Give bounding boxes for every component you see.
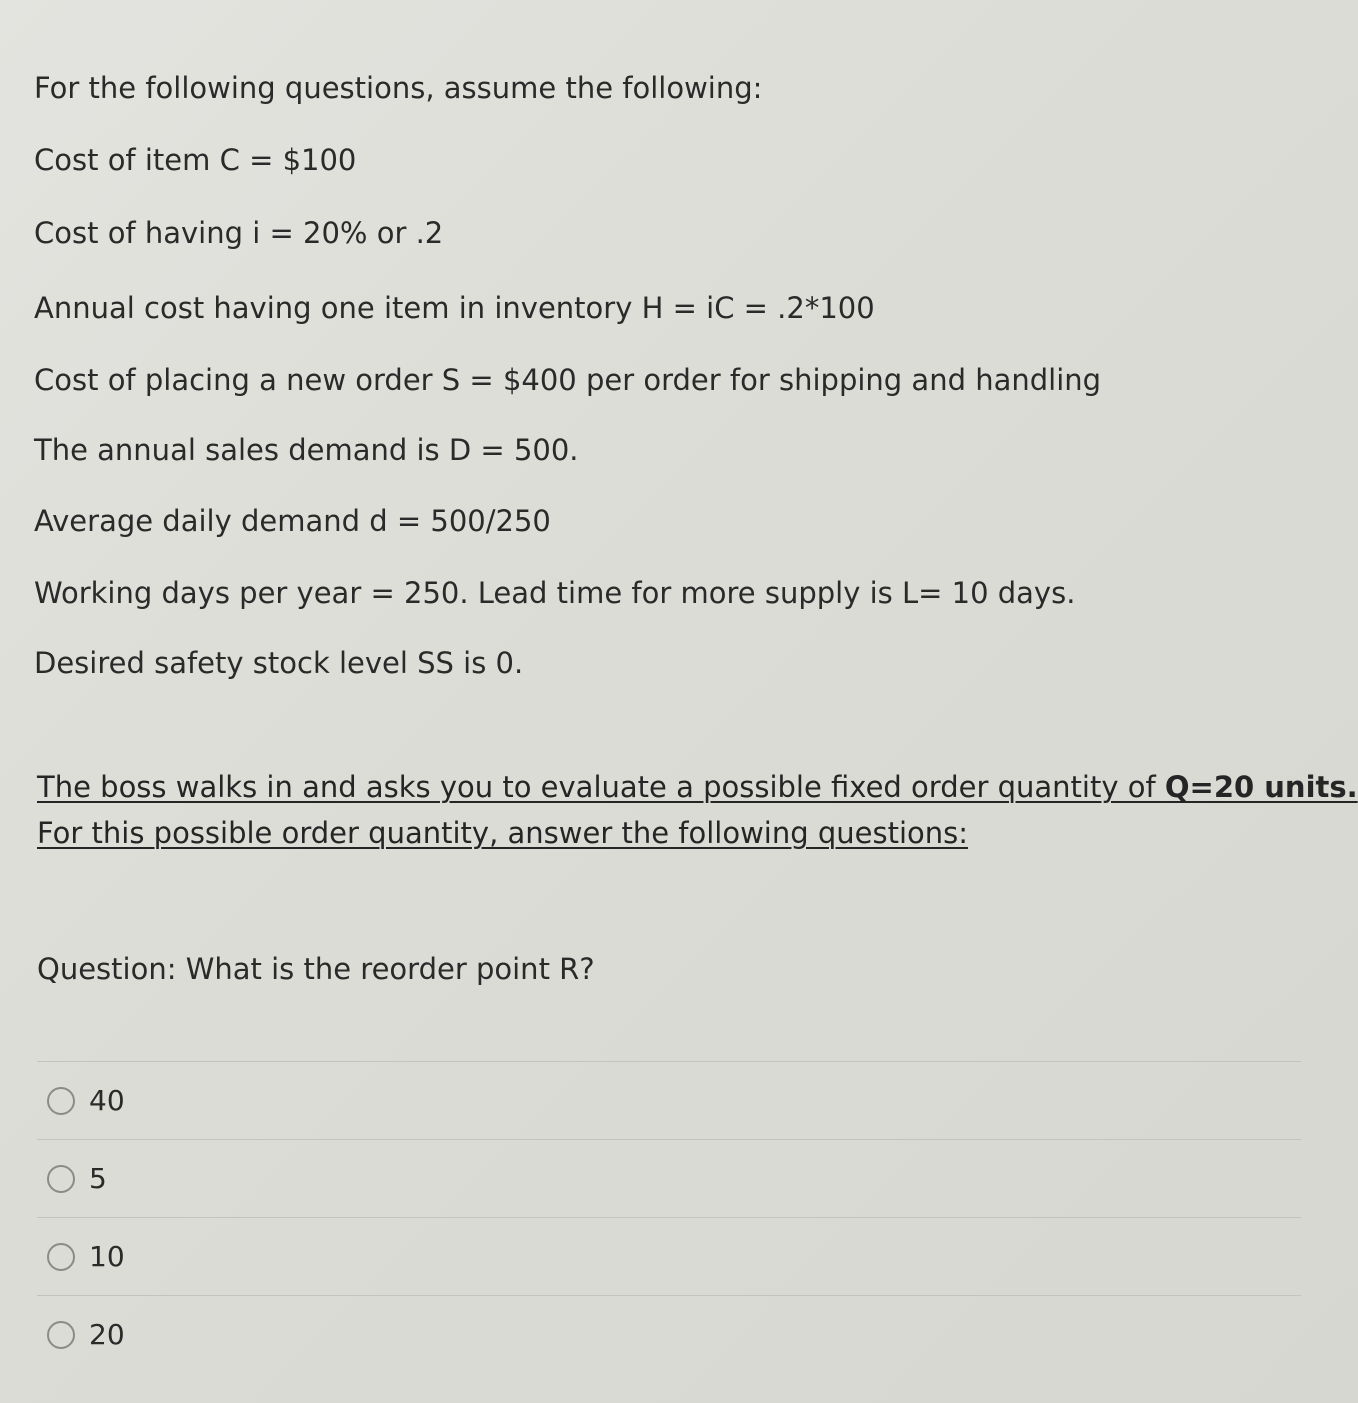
answer-option-3[interactable]	[37, 1217, 1301, 1295]
scenario-line-1	[37, 770, 1358, 804]
answer-option-label: 20	[89, 1317, 125, 1351]
working-days-lead-time: Working days per year = 250. Lead time for more supply is L= 10 days.	[34, 576, 1076, 610]
safety-stock: Desired safety stock level SS is 0.	[34, 646, 524, 680]
scenario-line-1-prefix: The boss walks in and asks you to evaluate a possible fixed order quantity of	[37, 770, 1165, 804]
radio-button-icon[interactable]	[47, 1243, 75, 1271]
radio-button-icon[interactable]	[47, 1321, 75, 1349]
annual-holding-cost: Annual cost having one item in inventory H = iC = .2*100	[34, 291, 875, 325]
annual-demand: The annual sales demand is D = 500.	[34, 433, 579, 467]
answer-option-2[interactable]	[37, 1139, 1301, 1217]
question-prompt: Question: What is the reorder point R?	[37, 952, 595, 986]
order-placing-cost: Cost of placing a new order S = $400 per order for shipping and handling	[34, 363, 1102, 397]
daily-demand: Average daily demand d = 500/250	[34, 504, 551, 538]
answer-options	[37, 1061, 1301, 1373]
answer-option-label: 10	[89, 1239, 125, 1273]
answer-option-1[interactable]	[37, 1061, 1301, 1139]
assumptions-intro: For the following questions, assume the following:	[34, 71, 763, 105]
scenario-text	[37, 764, 1358, 856]
cost-of-having: Cost of having i = 20% or .2	[34, 216, 444, 250]
answer-option-4[interactable]	[37, 1295, 1301, 1373]
radio-button-icon[interactable]	[47, 1087, 75, 1115]
order-quantity-highlight: Q=20 units.	[1164, 770, 1358, 804]
answer-option-label: 5	[89, 1161, 107, 1195]
radio-button-icon[interactable]	[47, 1165, 75, 1193]
answer-option-label: 40	[89, 1083, 125, 1117]
scenario-line-2: For this possible order quantity, answer the following questions:	[37, 816, 969, 850]
cost-of-item: Cost of item C = $100	[34, 143, 357, 177]
